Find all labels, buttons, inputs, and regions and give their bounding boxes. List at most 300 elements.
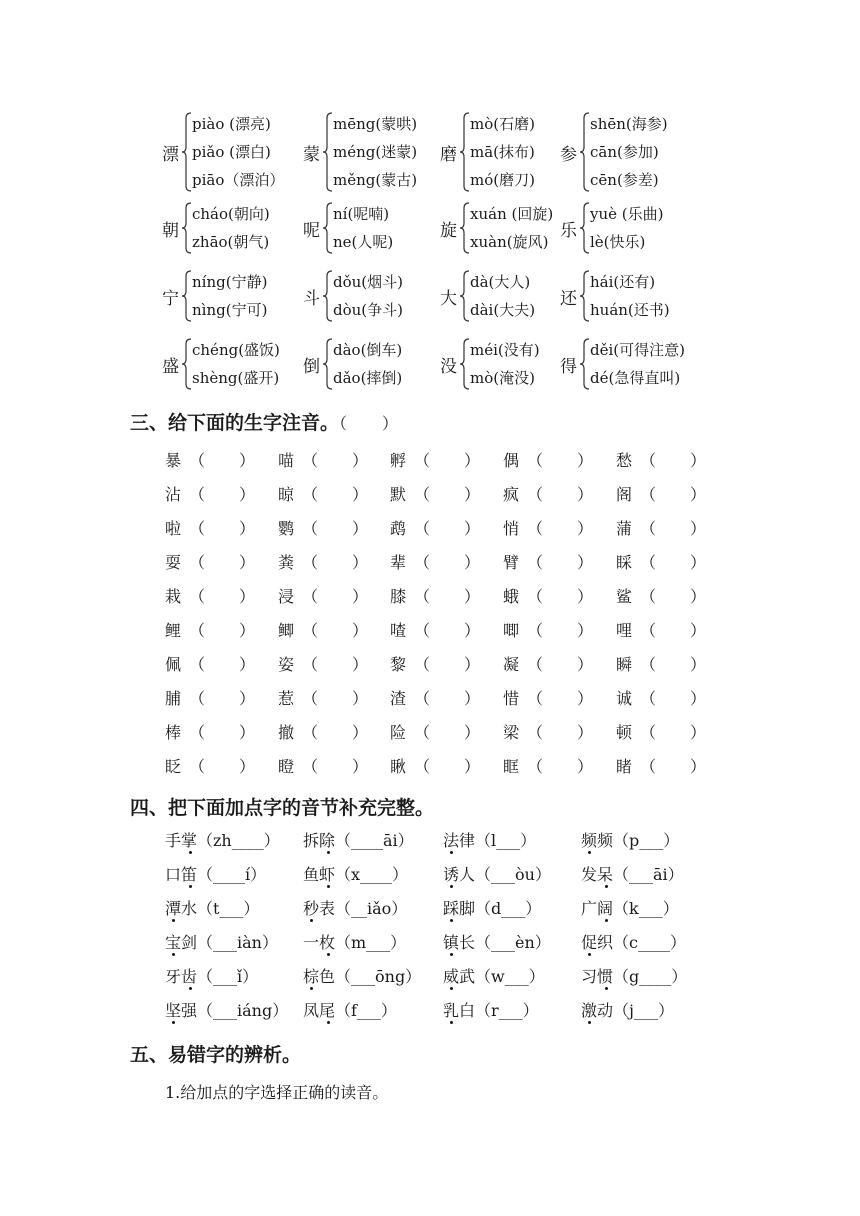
open-paren: （ [302, 621, 319, 640]
section-5-subquestion-1: 1.给加点的字选择正确的读音。 [165, 1083, 389, 1102]
pinyin-item [503, 618, 593, 641]
close-paren: ） [577, 587, 594, 606]
target-char: 梁 [503, 723, 520, 742]
close-paren: ） [690, 587, 707, 606]
close-paren: ） [352, 723, 369, 742]
polyphone-reading: méi(没有) [470, 341, 540, 359]
target-char: 蒲 [616, 519, 633, 538]
pinyin-item [616, 550, 706, 573]
syllable-item: 乳白（r___） [443, 998, 539, 1021]
open-paren: （ [527, 689, 544, 708]
target-char: 阁 [616, 485, 633, 504]
polyphone-char: 磨 [440, 145, 457, 165]
polyphone-reading: ní(呢喃) [333, 205, 390, 223]
polyphone-char: 宁 [162, 289, 179, 309]
close-paren: ） [464, 757, 481, 776]
pinyin-item [390, 516, 480, 539]
polyphone-char: 盛 [162, 357, 179, 377]
open-paren: （ [640, 689, 657, 708]
close-paren: ） [577, 519, 594, 538]
close-paren: ） [352, 621, 369, 640]
close-paren: ） [239, 689, 256, 708]
pinyin-item [165, 754, 255, 777]
brace-icon [580, 338, 590, 390]
brace-icon [460, 338, 470, 390]
pinyin-item [616, 482, 706, 505]
target-char: 棒 [165, 723, 182, 742]
target-char: 晾 [278, 485, 295, 504]
emphasis-dot-icon [450, 953, 453, 956]
open-paren: （ [640, 621, 657, 640]
pinyin-item [390, 482, 480, 505]
target-char: 撤 [278, 723, 295, 742]
emphasis-dot-icon [588, 953, 591, 956]
emphasis-dot-icon [450, 851, 453, 854]
target-char: 疯 [503, 485, 520, 504]
pinyin-item [165, 482, 255, 505]
open-paren: （ [189, 451, 206, 470]
brace-icon [182, 202, 192, 254]
polyphone-reading: shèng(盛开) [192, 369, 280, 387]
target-char: 佩 [165, 655, 182, 674]
polyphone-reading: mēng(蒙哄) [333, 115, 418, 133]
target-char: 顿 [616, 723, 633, 742]
pinyin-item [278, 754, 368, 777]
open-paren: （ [640, 587, 657, 606]
close-paren: ） [352, 553, 369, 572]
target-char: 眨 [165, 757, 182, 776]
emphasis-dot-icon [605, 987, 608, 990]
pinyin-item [390, 720, 480, 743]
emphasis-dot-icon [588, 851, 591, 854]
syllable-item: 棕色（___ōng） [303, 964, 421, 987]
pinyin-item [278, 686, 368, 709]
syllable-item: 镇长（___èn） [443, 930, 551, 953]
emphasis-dot-icon [172, 1021, 175, 1024]
target-char: 瞅 [390, 757, 407, 776]
polyphone-reading: dé(急得直叫) [590, 369, 681, 387]
polyphone-reading: huán(还书) [590, 301, 670, 319]
open-paren: （ [527, 451, 544, 470]
emphasis-dot-icon [327, 953, 330, 956]
pinyin-item [278, 720, 368, 743]
target-char: 耍 [165, 553, 182, 572]
close-paren: ） [352, 689, 369, 708]
pinyin-item [503, 448, 593, 471]
pinyin-item [503, 686, 593, 709]
pinyin-item [278, 482, 368, 505]
close-paren: ） [464, 553, 481, 572]
target-char: 栽 [165, 587, 182, 606]
open-paren: （ [189, 757, 206, 776]
close-paren: ） [690, 689, 707, 708]
close-paren: ） [577, 621, 594, 640]
section-3-title [130, 408, 399, 435]
syllable-item: 坚强（___iáng） [165, 998, 288, 1021]
open-paren: （ [414, 553, 431, 572]
target-char: 瞪 [278, 757, 295, 776]
pinyin-item [616, 448, 706, 471]
polyphone-reading: dòu(争斗) [333, 301, 403, 319]
polyphone-char: 漂 [162, 145, 179, 165]
pinyin-item [165, 550, 255, 573]
polyphone-reading: lè(快乐) [590, 233, 646, 251]
emphasis-dot-icon [327, 885, 330, 888]
emphasis-dot-icon [588, 1021, 591, 1024]
emphasis-dot-icon [172, 919, 175, 922]
target-char: 鲤 [165, 621, 182, 640]
target-char: 愁 [616, 451, 633, 470]
target-char: 瞬 [616, 655, 633, 674]
open-paren: （ [302, 723, 319, 742]
polyphone-char: 还 [560, 289, 577, 309]
polyphone-reading: chéng(盛饭) [192, 341, 280, 359]
close-paren: ） [464, 689, 481, 708]
polyphone-reading: piǎo (漂白) [192, 143, 271, 161]
open-paren: （ [189, 621, 206, 640]
emphasis-dot-icon [310, 987, 313, 990]
open-paren: （ [527, 485, 544, 504]
pinyin-item [278, 448, 368, 471]
close-paren: ） [577, 689, 594, 708]
open-paren: （ [302, 553, 319, 572]
open-paren: （ [189, 587, 206, 606]
open-paren: （ [302, 587, 319, 606]
emphasis-dot-icon [189, 987, 192, 990]
syllable-item: 潭水（t___） [165, 896, 259, 919]
close-paren: ） [352, 451, 369, 470]
target-char: 鹦 [278, 519, 295, 538]
polyphone-reading: mó(磨刀) [470, 171, 535, 189]
polyphone-char: 朝 [162, 221, 179, 241]
open-paren: （ [189, 689, 206, 708]
polyphone-char: 乐 [560, 221, 577, 241]
target-char: 蛾 [503, 587, 520, 606]
open-paren: （ [414, 621, 431, 640]
target-char: 鲨 [616, 587, 633, 606]
open-paren: （ [189, 485, 206, 504]
open-paren: （ [302, 757, 319, 776]
target-char: 睬 [616, 553, 633, 572]
pinyin-item [278, 516, 368, 539]
polyphone-char: 倒 [303, 357, 320, 377]
section-5-title: 五、易错字的辨析。 [130, 1044, 302, 1066]
emphasis-dot-icon [327, 1021, 330, 1024]
polyphone-reading: xuàn(旋风) [470, 233, 549, 251]
close-paren: ） [690, 723, 707, 742]
emphasis-dot-icon [450, 1021, 453, 1024]
brace-icon [182, 112, 192, 192]
pinyin-item [616, 686, 706, 709]
close-paren: ） [352, 655, 369, 674]
target-char: 脯 [165, 689, 182, 708]
syllable-item: 频频（p___） [581, 828, 679, 851]
pinyin-item [165, 584, 255, 607]
target-char: 凝 [503, 655, 520, 674]
pinyin-item [503, 754, 593, 777]
open-paren: （ [527, 587, 544, 606]
pinyin-item [390, 618, 480, 641]
emphasis-dot-icon [172, 953, 175, 956]
pinyin-item [165, 652, 255, 675]
pinyin-item [616, 720, 706, 743]
target-char: 喵 [278, 451, 295, 470]
open-paren: （ [302, 519, 319, 538]
close-paren: ） [577, 485, 594, 504]
polyphone-reading: nìng(宁可) [192, 301, 268, 319]
open-paren: （ [640, 485, 657, 504]
target-char: 膝 [390, 587, 407, 606]
close-paren: ） [464, 587, 481, 606]
target-char: 惜 [503, 689, 520, 708]
open-paren: （ [414, 451, 431, 470]
close-paren: ） [239, 485, 256, 504]
pinyin-item [390, 550, 480, 573]
target-char: 悄 [503, 519, 520, 538]
pinyin-item [390, 652, 480, 675]
polyphone-reading: níng(宁静) [192, 273, 268, 291]
brace-icon [323, 112, 333, 192]
target-char: 啦 [165, 519, 182, 538]
open-paren: （ [640, 451, 657, 470]
pinyin-item [390, 754, 480, 777]
section-4-title: 四、把下面加点字的音节补充完整。 [130, 797, 435, 819]
open-paren: （ [527, 553, 544, 572]
pinyin-item [503, 550, 593, 573]
open-paren: （ [302, 451, 319, 470]
target-char: 唧 [503, 621, 520, 640]
target-char: 哩 [616, 621, 633, 640]
pinyin-item [165, 720, 255, 743]
polyphone-char: 得 [560, 357, 577, 377]
pinyin-item [616, 754, 706, 777]
open-paren: （ [640, 655, 657, 674]
close-paren: ） [464, 519, 481, 538]
pinyin-item [616, 618, 706, 641]
open-paren: （ [527, 757, 544, 776]
target-char: 辈 [390, 553, 407, 572]
target-char: 眶 [503, 757, 520, 776]
section-3-answer-paren: （ ） [339, 414, 400, 433]
brace-icon [182, 270, 192, 322]
polyphone-reading: dǎo(摔倒) [333, 369, 403, 387]
close-paren: ） [239, 519, 256, 538]
close-paren: ） [239, 587, 256, 606]
polyphone-reading: měng(蒙古) [333, 171, 418, 189]
syllable-item: 口笛（____í） [165, 862, 266, 885]
target-char: 暴 [165, 451, 182, 470]
close-paren: ） [690, 553, 707, 572]
target-char: 浸 [278, 587, 295, 606]
pinyin-item [616, 652, 706, 675]
close-paren: ） [464, 655, 481, 674]
open-paren: （ [302, 655, 319, 674]
polyphone-reading: yuè (乐曲) [590, 205, 664, 223]
pinyin-item [503, 584, 593, 607]
pinyin-item [390, 584, 480, 607]
target-char: 鲫 [278, 621, 295, 640]
polyphone-reading: xuán (回旋) [470, 205, 554, 223]
syllable-item: 凤尾（f___） [303, 998, 397, 1021]
polyphone-char: 旋 [440, 221, 457, 241]
polyphone-char: 斗 [303, 289, 320, 309]
pinyin-item [165, 448, 255, 471]
section-3-title-text: 三、给下面的生字注音。 [130, 412, 340, 434]
polyphone-reading: děi(可得注意) [590, 341, 685, 359]
open-paren: （ [414, 757, 431, 776]
polyphone-reading: zhāo(朝气) [192, 233, 270, 251]
close-paren: ） [352, 757, 369, 776]
syllable-item: 宝剑（___iàn） [165, 930, 278, 953]
pinyin-item [165, 686, 255, 709]
polyphone-reading: mò(淹没) [470, 369, 535, 387]
close-paren: ） [690, 519, 707, 538]
syllable-item: 踩脚（d___） [443, 896, 541, 919]
polyphone-char: 蒙 [303, 145, 320, 165]
target-char: 睹 [616, 757, 633, 776]
open-paren: （ [189, 655, 206, 674]
open-paren: （ [640, 723, 657, 742]
open-paren: （ [640, 519, 657, 538]
close-paren: ） [239, 451, 256, 470]
open-paren: （ [414, 723, 431, 742]
emphasis-dot-icon [327, 851, 330, 854]
close-paren: ） [352, 587, 369, 606]
emphasis-dot-icon [450, 987, 453, 990]
polyphone-reading: dǒu(烟斗) [333, 273, 403, 291]
pinyin-item [503, 516, 593, 539]
close-paren: ） [352, 485, 369, 504]
polyphone-reading: ne(人呢) [333, 233, 394, 251]
close-paren: ） [690, 485, 707, 504]
target-char: 惹 [278, 689, 295, 708]
open-paren: （ [414, 519, 431, 538]
brace-icon [580, 202, 590, 254]
syllable-item: 威武（w___） [443, 964, 545, 987]
polyphone-char: 参 [560, 145, 577, 165]
brace-icon [460, 202, 470, 254]
target-char: 臂 [503, 553, 520, 572]
close-paren: ） [577, 723, 594, 742]
open-paren: （ [527, 519, 544, 538]
syllable-item: 手掌（zh____） [165, 828, 280, 851]
pinyin-item [165, 618, 255, 641]
open-paren: （ [527, 723, 544, 742]
target-char: 鹉 [390, 519, 407, 538]
open-paren: （ [189, 553, 206, 572]
close-paren: ） [690, 621, 707, 640]
emphasis-dot-icon [605, 919, 608, 922]
polyphone-reading: mā(抹布) [470, 143, 535, 161]
close-paren: ） [577, 757, 594, 776]
polyphone-reading: piào (漂亮) [192, 115, 271, 133]
open-paren: （ [302, 689, 319, 708]
close-paren: ） [690, 655, 707, 674]
syllable-item: 拆除（____āi） [303, 828, 414, 851]
open-paren: （ [527, 621, 544, 640]
close-paren: ） [577, 655, 594, 674]
polyphone-reading: dào(倒车) [333, 341, 403, 359]
syllable-item: 习惯（g____） [581, 964, 687, 987]
syllable-item: 激动（j___） [581, 998, 674, 1021]
target-char: 险 [390, 723, 407, 742]
pinyin-item [616, 516, 706, 539]
target-char: 沾 [165, 485, 182, 504]
syllable-item: 诱人（___òu） [443, 862, 551, 885]
syllable-item: 广阔（k___） [581, 896, 679, 919]
pinyin-item [278, 652, 368, 675]
target-char: 渣 [390, 689, 407, 708]
close-paren: ） [352, 519, 369, 538]
close-paren: ） [464, 621, 481, 640]
syllable-item: 促织（c____） [581, 930, 686, 953]
pinyin-item [165, 516, 255, 539]
close-paren: ） [239, 553, 256, 572]
close-paren: ） [239, 621, 256, 640]
emphasis-dot-icon [189, 851, 192, 854]
open-paren: （ [414, 655, 431, 674]
close-paren: ） [690, 757, 707, 776]
brace-icon [460, 112, 470, 192]
open-paren: （ [189, 519, 206, 538]
polyphone-reading: cháo(朝向) [192, 205, 270, 223]
open-paren: （ [414, 587, 431, 606]
pinyin-item [390, 448, 480, 471]
brace-icon [182, 338, 192, 390]
close-paren: ） [239, 723, 256, 742]
emphasis-dot-icon [450, 919, 453, 922]
pinyin-item [503, 482, 593, 505]
pinyin-item [616, 584, 706, 607]
brace-icon [323, 202, 333, 254]
target-char: 诚 [616, 689, 633, 708]
open-paren: （ [302, 485, 319, 504]
polyphone-char: 没 [440, 357, 457, 377]
brace-icon [580, 112, 590, 192]
close-paren: ） [577, 553, 594, 572]
emphasis-dot-icon [450, 885, 453, 888]
target-char: 孵 [390, 451, 407, 470]
target-char: 姿 [278, 655, 295, 674]
close-paren: ） [690, 451, 707, 470]
polyphone-char: 大 [440, 289, 457, 309]
close-paren: ） [239, 757, 256, 776]
emphasis-dot-icon [310, 919, 313, 922]
open-paren: （ [414, 485, 431, 504]
open-paren: （ [189, 723, 206, 742]
polyphone-reading: hái(还有) [590, 273, 656, 291]
polyphone-reading: cēn(参差) [590, 171, 659, 189]
target-char: 默 [390, 485, 407, 504]
open-paren: （ [414, 689, 431, 708]
syllable-item: 秒表（__iǎo） [303, 896, 407, 919]
close-paren: ） [577, 451, 594, 470]
syllable-item: 一枚（m___） [303, 930, 406, 953]
pinyin-item [503, 720, 593, 743]
target-char: 黎 [390, 655, 407, 674]
pinyin-item [390, 686, 480, 709]
polyphone-reading: dà(大人) [470, 273, 531, 291]
emphasis-dot-icon [189, 885, 192, 888]
polyphone-reading: shēn(海参) [590, 115, 668, 133]
pinyin-item [278, 584, 368, 607]
pinyin-item [278, 618, 368, 641]
brace-icon [460, 270, 470, 322]
target-char: 粪 [278, 553, 295, 572]
polyphone-reading: cān(参加) [590, 143, 659, 161]
pinyin-item [278, 550, 368, 573]
polyphone-reading: piāo（漂泊） [192, 171, 285, 189]
